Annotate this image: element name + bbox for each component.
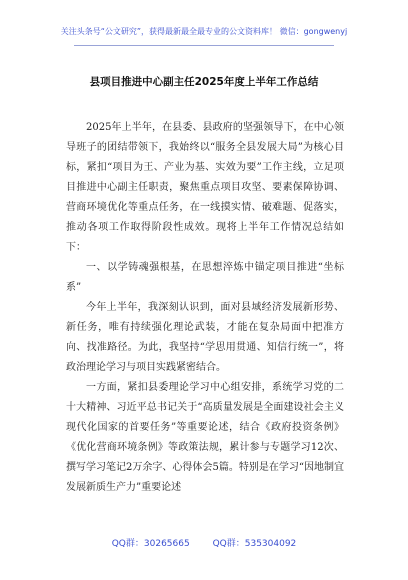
body-paragraph: 今年上半年，我深刻认识到，面对县域经济发展新形势、新任务，唯有持续强化理论武装，才能在复杂局面中把准方向、找准路径。为此，我坚持“学思用贯通、知信行统一”，将政治理论学习与项目实践紧密结合。: [66, 302, 344, 373]
header-divider: [74, 45, 334, 46]
document-body: [66, 118, 344, 498]
header-banner: 关注头条号“公文研究”，获得最新最全最专业的公文资料库！ 微信：gongwenyj: [60, 27, 348, 36]
footer-qq-group-1: QQ群：30265665: [111, 539, 190, 549]
section-heading: 一、以学铸魂强根基，在思想淬炼中锚定项目推进“坐标系”: [66, 262, 344, 293]
footer-qq-group-2: QQ群：535304092: [212, 539, 297, 549]
footer-contact: [0, 536, 408, 549]
document-title: 县项目推进中心副主任2025年度上半年工作总结: [89, 76, 319, 88]
body-paragraph: 2025年上半年，在县委、县政府的坚强领导下，在中心领导班子的团结带领下，我始终以“服务全县发展大局”为核心目标，紧扣“项目为王、产业为基、实效为要”工作主线，立足项目推进中心副主任职责，聚焦重点项目攻坚、要素保障协调、营商环境优化等重点任务，在一线摸实情、破难题、促落实，推动各项工作取得阶段性成效。现将上半年工作情况总结如下：: [66, 122, 344, 253]
body-paragraph: 一方面，紧扣县委理论学习中心组安排，系统学习党的二十大精神、习近平总书记关于“高质量发展是全面建设社会主义现代化国家的首要任务”等重要论述，结合《政府投资条例》《优化营商环境条例》等政策法规，累计参与专题学习12次、撰写学习笔记2万余字、心得体会5篇。特别是在学习“因地制宜发展新质生产力”重要论述: [66, 382, 344, 493]
